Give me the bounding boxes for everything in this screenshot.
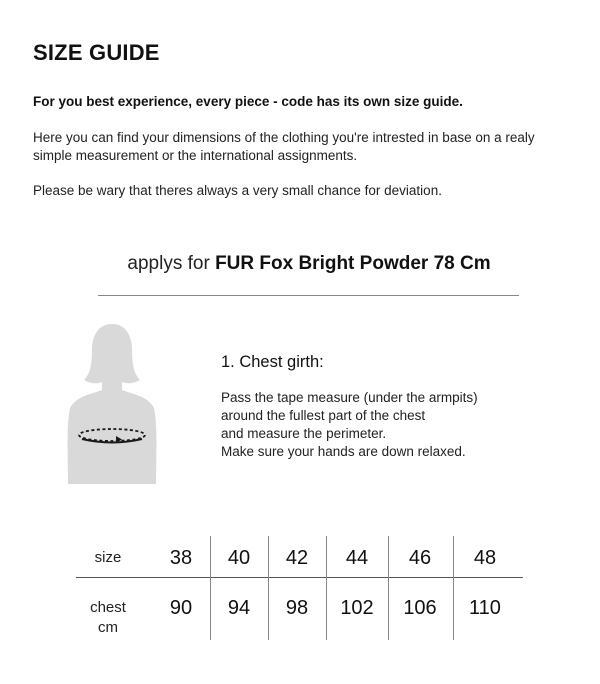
intro-heading: For you best experience, every piece - code has its own size guide.	[33, 94, 463, 109]
size-cell: 42	[285, 547, 309, 569]
intro-paragraph: Here you can find your dimensions of the clothing you're intrested in base on a realy simple measurement or the international assignments.	[33, 130, 535, 163]
table-column-divider	[268, 536, 269, 640]
table-column-divider	[453, 536, 454, 640]
female-torso-measure-icon	[62, 318, 162, 488]
row-label-size: size	[94, 549, 122, 566]
table-row-divider	[76, 577, 523, 578]
size-cell: 48	[473, 547, 497, 569]
section-divider	[98, 295, 519, 296]
page-title: SIZE GUIDE	[33, 40, 160, 65]
measurement-title: 1. Chest girth:	[221, 353, 324, 371]
chest-cell: 90	[169, 597, 193, 619]
chest-cell: 102	[340, 597, 374, 619]
table-column-divider	[388, 536, 389, 640]
measurement-instruction: Make sure your hands are down relaxed.	[221, 444, 466, 459]
applies-prefix: applys for	[127, 253, 216, 274]
row-label-unit: cm	[98, 619, 118, 636]
product-applies-line	[0, 253, 600, 275]
chest-cell: 110	[469, 597, 501, 619]
chest-cell: 98	[285, 597, 309, 619]
chest-cell: 94	[227, 597, 251, 619]
measurement-instruction: and measure the perimeter.	[221, 426, 387, 441]
product-name: FUR Fox Bright Powder 78 Cm	[215, 253, 491, 274]
size-cell: 38	[169, 547, 193, 569]
size-cell: 46	[408, 547, 432, 569]
chest-cell: 106	[403, 597, 437, 619]
row-label-chest: chest	[90, 599, 126, 616]
deviation-note: Please be wary that theres always a very small chance for deviation.	[33, 183, 442, 198]
table-column-divider	[210, 536, 211, 640]
measurement-instruction: around the fullest part of the chest	[221, 408, 426, 423]
measurement-instruction: Pass the tape measure (under the armpits)	[221, 390, 478, 405]
size-cell: 44	[345, 547, 369, 569]
size-cell: 40	[227, 547, 251, 569]
table-column-divider	[326, 536, 327, 640]
